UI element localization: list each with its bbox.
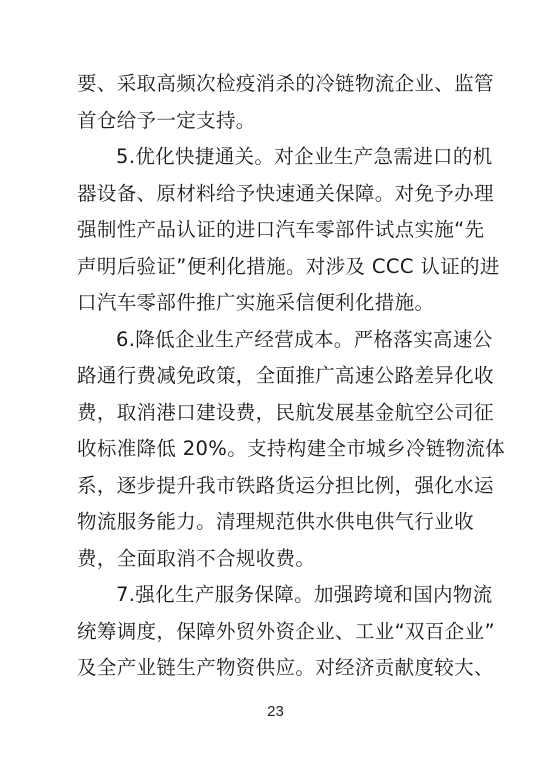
- paragraph-heading-line: 6.降低企业生产经营成本。严格落实高速公: [116, 327, 493, 351]
- text-line: 统筹调度，保障外贸外资企业、工业“双百企业”: [77, 619, 495, 643]
- text-line: 强制性产品认证的进口汽车零部件试点实施“先: [77, 218, 485, 241]
- text-line: 系，逐步提升我市铁路货运分担比例，强化水运: [77, 473, 494, 497]
- text-line: 首仓给予一定支持。: [77, 108, 256, 132]
- page-number: 23: [267, 703, 284, 720]
- text-line: 及全产业链生产物资供应。对经济贡献度较大、: [77, 656, 494, 679]
- text-line: 费，全面取消不合规收费。: [77, 546, 316, 570]
- text-line: 费，取消港口建设费，民航发展基金航空公司征: [77, 400, 494, 424]
- text-line: 口汽车零部件推广实施采信便利化措施。: [77, 291, 435, 314]
- text-line: 要、采取高频次检疫消杀的冷链物流企业、监管: [77, 72, 494, 95]
- paragraph-heading-line: 7.强化生产服务保障。加强跨境和国内物流: [116, 583, 493, 606]
- text-line: 收标准降低 20%。支持构建全市城乡冷链物流体: [77, 437, 506, 460]
- text-line: 路通行费减免政策，全面推广高速公路差异化收: [77, 364, 494, 387]
- text-line: 物流服务能力。清理规范供水供电供气行业收: [77, 510, 475, 533]
- text-line: 器设备、原材料给予快速通关保障。对免予办理: [77, 181, 494, 205]
- text-line: 声明后验证”便利化措施。对涉及 CCC 认证的进: [77, 254, 500, 278]
- paragraph-heading-line: 5.优化快捷通关。对企业生产急需进口的机: [116, 145, 493, 168]
- body-text: [77, 66, 506, 687]
